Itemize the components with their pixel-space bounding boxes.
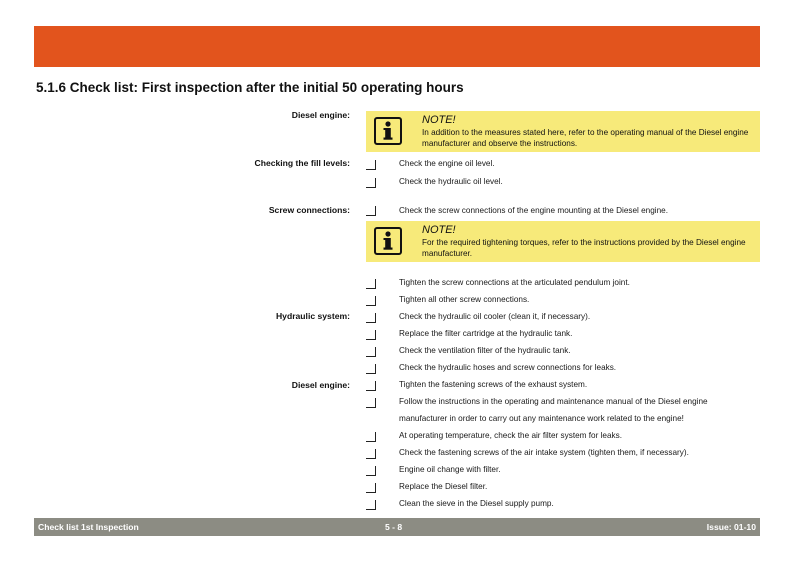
checklist-item: Follow the instructions in the operating and maintenance manual of the Diesel engine bbox=[399, 397, 708, 406]
page-footer bbox=[34, 518, 760, 536]
checkbox[interactable] bbox=[366, 466, 376, 476]
checklist-item: Replace the filter cartridge at the hydraulic tank. bbox=[399, 329, 573, 338]
section-label-hydraulic-system: Hydraulic system: bbox=[275, 311, 350, 321]
checklist-item: Check the screw connections of the engine mounting at the Diesel engine. bbox=[399, 206, 668, 215]
footer-document-name: Check list 1st Inspection bbox=[38, 522, 139, 532]
checkbox[interactable] bbox=[366, 206, 376, 216]
checklist-item: Check the hydraulic oil cooler (clean it, if necessary). bbox=[399, 312, 591, 321]
info-icon bbox=[374, 227, 402, 255]
checkbox[interactable] bbox=[366, 364, 376, 374]
note-box bbox=[366, 111, 760, 152]
checklist-item-continuation: manufacturer in order to carry out any maintenance work related to the engine! bbox=[399, 414, 684, 423]
checkbox[interactable] bbox=[366, 296, 376, 306]
checklist-item: Clean the sieve in the Diesel supply pump. bbox=[399, 499, 554, 508]
checkbox[interactable] bbox=[366, 160, 376, 170]
checkbox[interactable] bbox=[366, 500, 376, 510]
note-text: In addition to the measures stated here, refer to the operating manual of the Diesel engine manufacturer and observe the instructions. bbox=[422, 128, 749, 148]
checklist-item: Replace the Diesel filter. bbox=[399, 482, 488, 491]
checkbox[interactable] bbox=[366, 347, 376, 357]
checkbox[interactable] bbox=[366, 330, 376, 340]
checklist-item: Check the fastening screws of the air intake system (tighten them, if necessary). bbox=[399, 448, 689, 457]
checklist-item: Tighten the screw connections at the articulated pendulum joint. bbox=[399, 278, 630, 287]
info-icon bbox=[374, 117, 402, 145]
section-label-diesel-engine: Diesel engine: bbox=[291, 110, 350, 120]
checkbox[interactable] bbox=[366, 432, 376, 442]
checkbox[interactable] bbox=[366, 449, 376, 459]
checkbox[interactable] bbox=[366, 381, 376, 391]
section-label-screw-connections: Screw connections: bbox=[268, 205, 350, 215]
footer-issue: Issue: 01-10 bbox=[706, 522, 756, 532]
checklist-item: Check the engine oil level. bbox=[399, 159, 495, 168]
checklist-item: Engine oil change with filter. bbox=[399, 465, 501, 474]
note-heading: NOTE! bbox=[422, 114, 456, 126]
checkbox[interactable] bbox=[366, 313, 376, 323]
header-color-bar bbox=[34, 26, 760, 67]
note-box bbox=[366, 221, 760, 262]
note-heading: NOTE! bbox=[422, 224, 456, 236]
checklist-item: At operating temperature, check the air filter system for leaks. bbox=[399, 431, 622, 440]
checklist-item: Tighten all other screw connections. bbox=[399, 295, 530, 304]
checkbox[interactable] bbox=[366, 398, 376, 408]
checklist-item: Tighten the fastening screws of the exhaust system. bbox=[399, 380, 588, 389]
checkbox[interactable] bbox=[366, 279, 376, 289]
note-text: For the required tightening torques, refer to the instructions provided by the Diesel engine manufacturer. bbox=[422, 238, 746, 258]
checkbox[interactable] bbox=[366, 483, 376, 493]
footer-page-number: 5 - 8 bbox=[385, 522, 403, 532]
section-label-diesel-engine-2: Diesel engine: bbox=[291, 380, 350, 390]
checklist-item: Check the ventilation filter of the hydraulic tank. bbox=[399, 346, 571, 355]
checklist-item: Check the hydraulic oil level. bbox=[399, 177, 503, 186]
section-label-fill-levels: Checking the fill levels: bbox=[254, 158, 350, 168]
checkbox[interactable] bbox=[366, 178, 376, 188]
page-title: 5.1.6 Check list: First inspection after the initial 50 operating hours bbox=[36, 80, 464, 95]
checklist-item: Check the hydraulic hoses and screw connections for leaks. bbox=[399, 363, 617, 372]
